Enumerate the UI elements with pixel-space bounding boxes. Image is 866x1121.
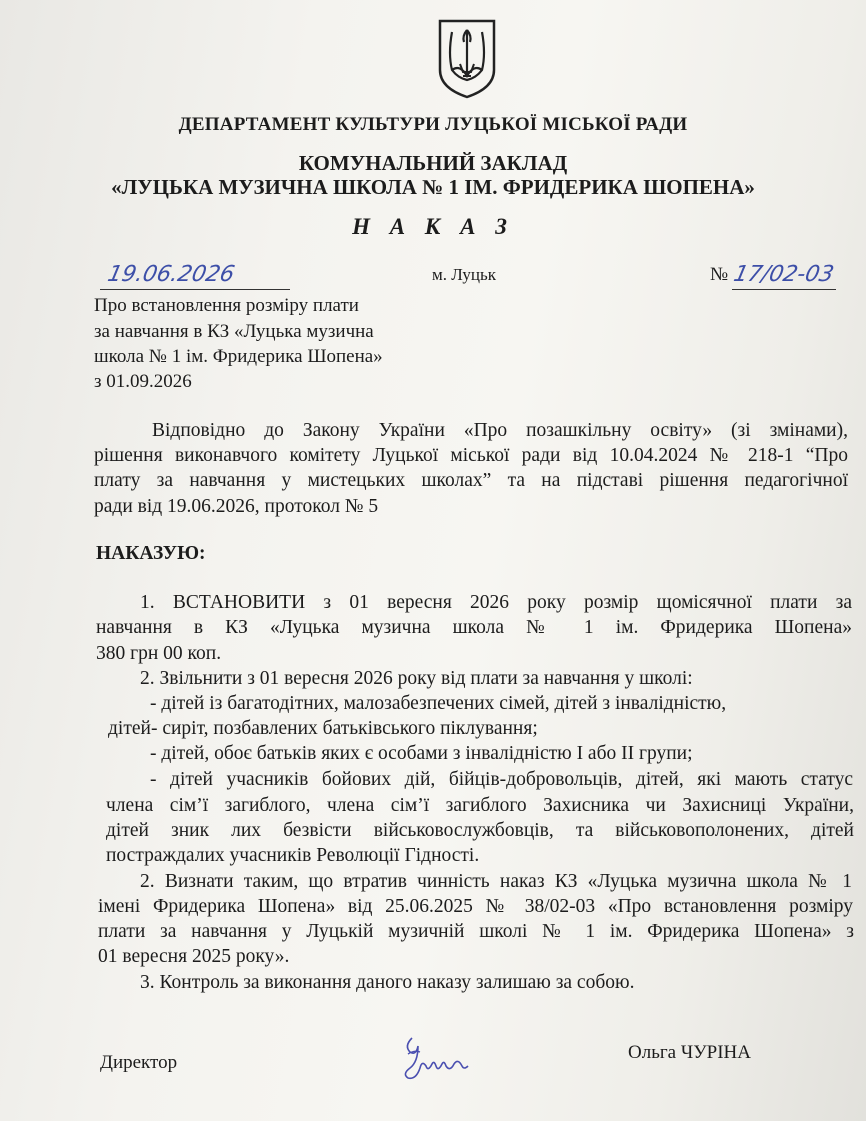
subject-line: за навчання в КЗ «Луцька музична — [94, 321, 374, 342]
item-3-line: 01 вересня 2025 року». — [98, 946, 290, 967]
institution-type: КОМУНАЛЬНИЙ ЗАКЛАД — [298, 151, 568, 175]
handwritten-signature — [398, 1034, 470, 1086]
bullet-line: - дітей із багатодітних, малозабезпечених сімей, дітей з інвалідністю, — [150, 693, 727, 714]
item-3-line: імені Фридерика Шопена» від 25.06.2025 № 38/02-03 «Про встановлення розміру — [98, 896, 853, 917]
order-heading: НАКАЗУЮ: — [96, 543, 206, 564]
bullet-line: - дітей учасників бойових дій, бійців-добровольців, дітей, які мають статус — [150, 769, 853, 790]
trident-coat-of-arms-icon — [436, 18, 498, 100]
signatory-position: Директор — [100, 1052, 178, 1073]
item-3-line: 2. Визнати таким, що втратив чинність наказ КЗ «Луцька музична школа № 1 — [140, 871, 852, 892]
subject-line: школа № 1 ім. Фридерика Шопена» — [94, 346, 383, 367]
item-1-line: навчання в КЗ «Луцька музична школа № 1 ім. Фридерика Шопена» — [96, 617, 852, 638]
date-underline — [100, 289, 290, 290]
item-3-line: плати за навчання у Луцькій музичній школі № 1 ім. Фридерика Шопена» з — [98, 921, 854, 942]
number-label: № — [710, 264, 729, 285]
city: м. Луцьк — [432, 265, 496, 284]
department-name: ДЕПАРТАМЕНТ КУЛЬТУРИ ЛУЦЬКОЇ МІСЬКОЇ РАДИ — [178, 114, 688, 135]
preamble-line: плату за навчання у мистецьких школах” та на підставі рішення педагогічної — [94, 470, 848, 491]
preamble-line: ради від 19.06.2026, протокол № 5 — [94, 496, 379, 517]
handwritten-number: 17/02-03 — [731, 262, 837, 287]
bullet-line: дітей зник лих безвісти військовослужбовців, та військовополонених, дітей — [106, 820, 854, 841]
item-4-line: 3. Контроль за виконання даного наказу залишаю за собою. — [140, 972, 635, 993]
subject-line: Про встановлення розміру плати — [94, 295, 359, 316]
preamble-line: Відповідно до Закону України «Про позашкільну освіту» (зі змінами), — [152, 420, 848, 441]
handwritten-date: 19.06.2026 — [105, 262, 237, 287]
subject-line: з 01.09.2026 — [94, 371, 192, 392]
bullet-line: члена сім’ї загиблого, члена сім’ї загиблого Захисника чи Захисниці України, — [106, 795, 854, 816]
bullet-line: - дітей, обоє батьків яких є особами з інвалідністю I або II групи; — [150, 743, 693, 764]
item-1-line: 1. ВСТАНОВИТИ з 01 вересня 2026 року розмір щомісячної плати за — [140, 592, 852, 613]
item-1-line: 380 грн 00 коп. — [96, 643, 222, 664]
bullet-line: постраждалих учасників Революції Гідності. — [106, 845, 480, 866]
bullet-line: дітей- сиріт, позбавлених батьківського піклування; — [108, 718, 538, 739]
number-underline — [732, 289, 836, 290]
item-2-line: 2. Звільнити з 01 вересня 2026 року від плати за навчання у школі: — [140, 668, 693, 689]
preamble-line: рішення виконавчого комітету Луцької міської ради від 10.04.2024 № 218-1 “Про — [94, 445, 848, 466]
institution-name: «ЛУЦЬКА МУЗИЧНА ШКОЛА № 1 ІМ. ФРИДЕРИКА ШОПЕНА» — [111, 175, 755, 199]
document-title: Н А К А З — [352, 214, 514, 239]
signatory-name: Ольга ЧУРІНА — [628, 1042, 751, 1063]
